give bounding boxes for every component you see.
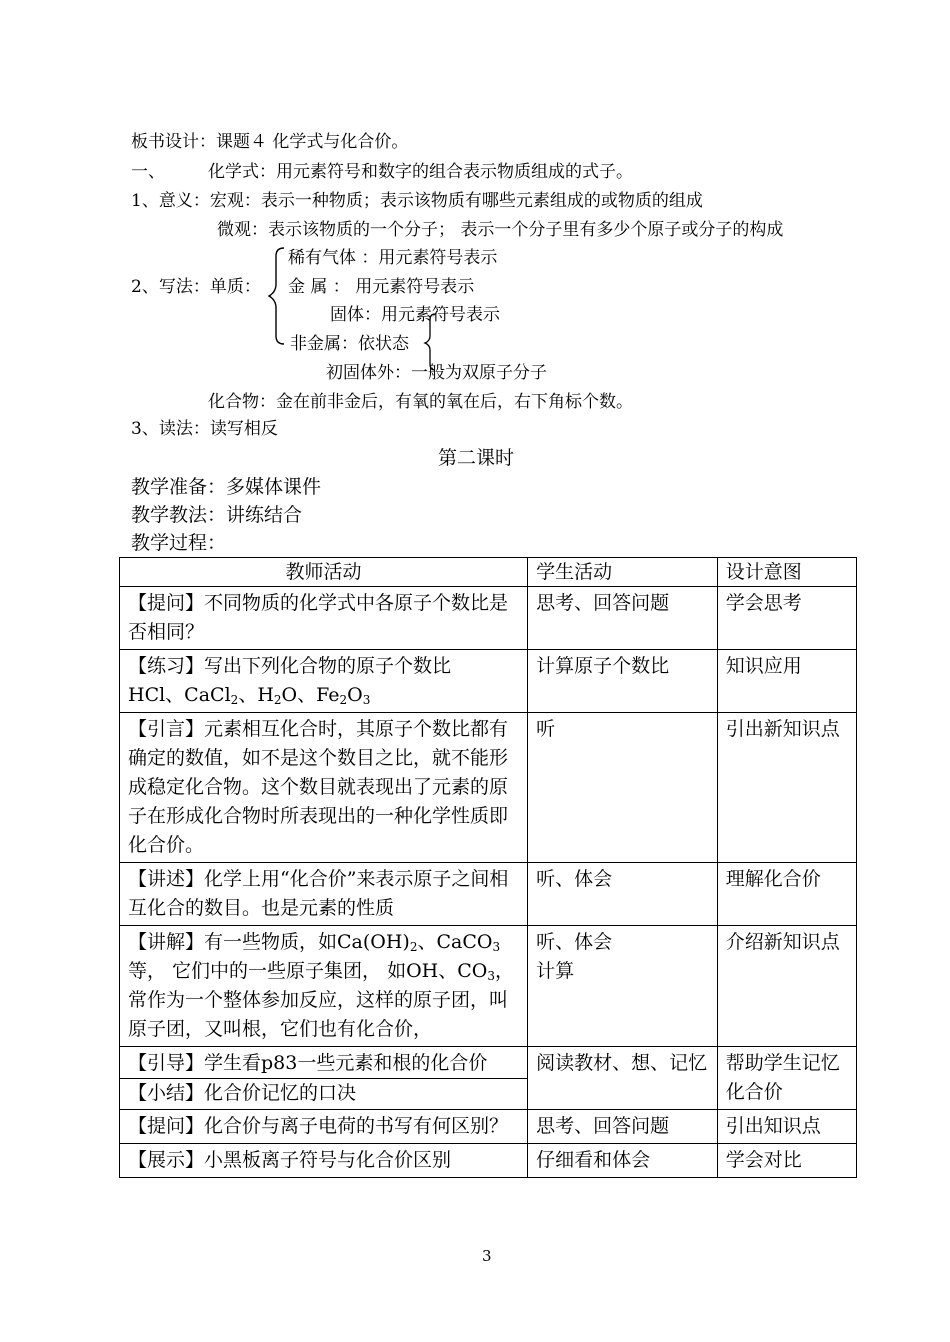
teacher-text: 【讲解】有一些物质，如Ca(OH) [128,931,410,953]
formula-subscript: 3 [492,940,501,954]
teacher-cell: 【提问】不同物质的化学式中各原子个数比是否相同？ [120,587,528,650]
board-title: 板书设计：课题４ 化学式与化合价。 [131,132,409,152]
teacher-text: 、CaCO [417,931,493,953]
teacher-cell: 【展示】小黑板离子符号与化合价区别 [120,1144,528,1178]
formula-definition: 化学式：用元素符号和数字的组合表示物质组成的式子。 [208,162,633,182]
intent-cell: 学会思考 [717,587,856,650]
meaning-macro: 1、意义：宏观：表示一种物质；表示该物质有哪些元素组成的或物质的组成 [131,191,703,211]
teacher-cell: 【讲述】化学上用“化合价”来表示原子之间相互化合的数目。也是元素的性质 [120,863,528,926]
page-number: 3 [482,1247,492,1265]
intent-cell: 帮助学生记忆化合价 [717,1047,856,1110]
writing-label: 2、写法：单质： [131,277,261,297]
table-row [120,650,857,713]
writing-nonmetal: 非金属：依状态 [290,334,409,354]
formula-subscript: 2 [409,940,418,954]
teacher-cell-line: 【练习】写出下列化合物的原子个数比 [128,655,452,677]
student-cell: 听、体会 [528,863,718,926]
brace-elemental-icon [266,246,288,346]
table-row [120,587,857,650]
table-row [120,1047,857,1110]
formula-part: HCl、CaCl [128,684,231,706]
student-cell [528,926,718,1047]
student-cell: 仔细看和体会 [528,1144,718,1178]
teaching-process: 教学过程： [131,532,227,554]
reading-method: 3、读法：读写相反 [131,419,278,439]
intent-cell: 理解化合价 [717,863,856,926]
table-header-row [120,558,857,587]
table-row [120,926,857,1047]
formula-subscript: 3 [362,693,371,707]
brace-nonmetal-icon [422,312,438,372]
teacher-cell [120,1047,528,1110]
table-row [120,713,857,863]
student-cell: 思考、回答问题 [528,1110,718,1144]
lesson-table [119,557,857,1178]
teacher-summary: 【小结】化合价记忆的口决 [120,1078,527,1108]
meaning-micro: 微观：表示该物质的一个分子； 表示一个分子里有多少个原子或分子的构成 [217,220,784,240]
writing-compound: 化合物：金在前非金后，有氧的氧在后，右下角标个数。 [208,392,633,412]
header-teacher: 教师活动 [120,558,528,587]
writing-metal: 金 属 ： 用元素符号表示 [288,277,475,297]
teacher-guide: 【引导】学生看p83一些元素和根的化合价 [128,1052,488,1074]
intent-cell: 学会对比 [717,1144,856,1178]
student-cell: 计算原子个数比 [528,650,718,713]
intent-cell: 知识应用 [717,650,856,713]
formula-subscript: 3 [487,969,495,983]
intent-cell: 介绍新知识点 [717,926,856,1047]
student-cell: 阅读教材、想、记忆 [528,1047,718,1110]
formula-part: O [347,684,363,706]
header-student: 学生活动 [528,558,718,587]
writing-noble-gas: 稀有气体 ：用元素符号表示 [288,248,498,268]
student-cell: 思考、回答问题 [528,587,718,650]
table-row [120,1110,857,1144]
table-row [120,863,857,926]
table-row [120,1144,857,1178]
student-text: 听、体会 [536,931,613,953]
teacher-cell [120,926,528,1047]
teaching-preparation: 教学准备：多媒体课件 [131,476,322,498]
teaching-method: 教学教法：讲练结合 [131,504,303,526]
student-text: 计算 [536,960,575,982]
header-intent: 设计意图 [717,558,856,587]
formula-subscript: 2 [339,693,348,707]
formula-part: 、H [238,684,274,706]
formula-part: O、Fe [281,684,340,706]
section-one-number: 一、 [131,162,165,182]
formula-list [128,684,370,706]
writing-except-solid: 初固体外：一般为双原子分子 [326,363,547,383]
intent-cell: 引出新知识点 [717,713,856,863]
formula-subscript: 2 [230,693,239,707]
second-lesson-heading: 第二课时 [438,447,515,469]
teacher-text: ，常作为一个整体参加反应，这样的原子团，叫原子团，又叫根，它们也有化合价， [128,960,514,1040]
teacher-cell [120,650,528,713]
student-cell: 听 [528,713,718,863]
teacher-cell: 【提问】化合价与离子电荷的书写有何区别？ [120,1110,528,1144]
intent-cell: 引出知识点 [717,1110,856,1144]
teacher-text: 等， 它们中的一些原子集团， 如OH、CO [128,960,488,982]
formula-subscript: 2 [273,693,282,707]
teacher-cell: 【引言】元素相互化合时，其原子个数比都有确定的数值，如不是这个数目之比，就不能形成稳定化合物。这个数目就表现出了元素的原子在形成化合物时所表现出的一种化学性质即化合价。 [120,713,528,863]
writing-solid: 固体：用元素符号表示 [330,305,500,325]
